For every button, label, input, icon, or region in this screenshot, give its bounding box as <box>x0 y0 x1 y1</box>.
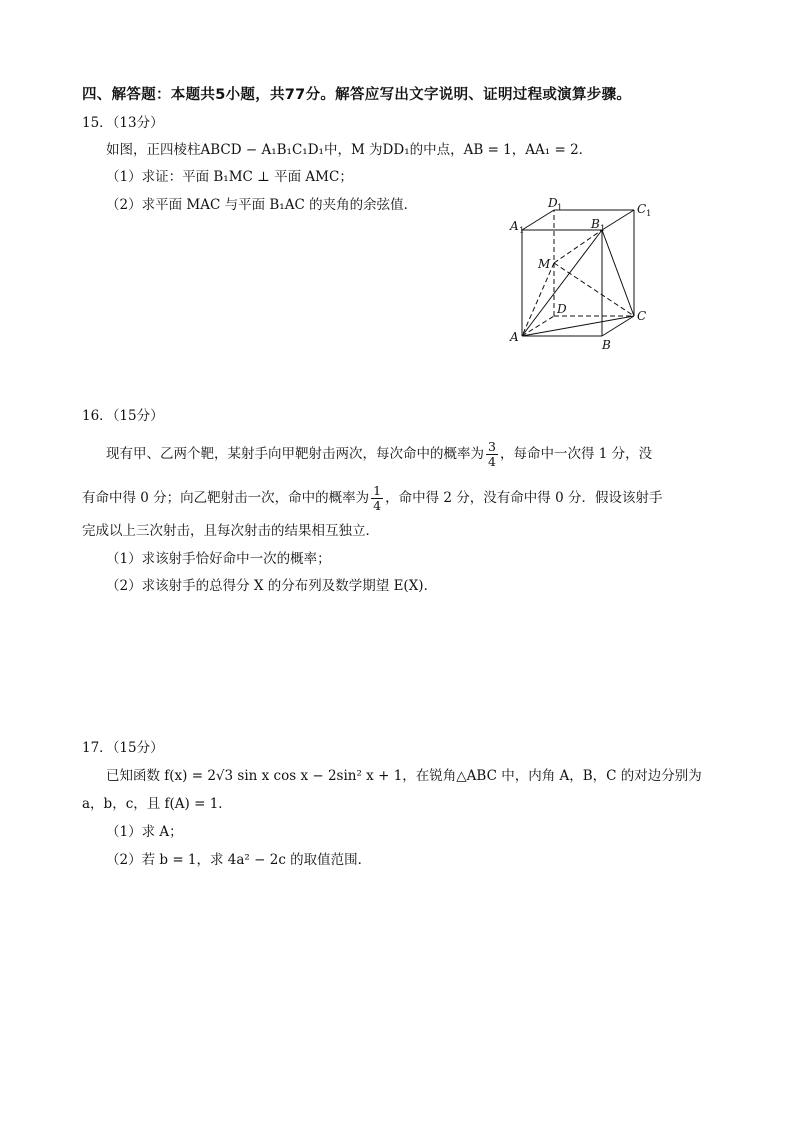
fraction-one-quarter: $\frac{1}{4}$ <box>373 483 382 513</box>
label-A: A <box>510 330 519 344</box>
q16-number: 16．（15分） <box>82 408 164 424</box>
label-A1: A <box>510 219 519 233</box>
q16-line3: 完成以上三次射击，且每次射击的结果相互独立． <box>82 523 379 539</box>
label-B1: B <box>591 217 600 231</box>
svg-text:1: 1 <box>557 203 563 213</box>
q17-part1: （1）求 A； <box>106 824 183 840</box>
q16-line2: 有命中得 0 分；向乙靶射击一次，命中的概率为 $\frac{1}{4}$ ，命中得 2 分，没有命中得 0 分．假设该射手 <box>82 483 663 513</box>
q17-number: 17．（15分） <box>82 740 164 756</box>
label-D: D <box>557 302 567 316</box>
edge-D1-A1 <box>522 210 554 230</box>
fraction-three-quarters: $\frac{3}{4}$ <box>488 439 496 469</box>
label-M: M <box>538 257 551 271</box>
label-C: C <box>637 309 647 323</box>
svg-text:1: 1 <box>519 226 525 236</box>
edge-B1-C1 <box>602 210 634 230</box>
q16-part1: （1）求该射手恰好命中一次的概率； <box>106 551 331 567</box>
q17-line1: 已知函数 f(x) = 2√3 sin x cos x − 2sin² x + 1，在锐角△ABC 中，内角 A，B，C 的对边分别为 <box>106 768 702 784</box>
q15-stem: 如图，正四棱柱ABCD − A₁B₁C₁D₁中，M 为DD₁的中点，AB = 1，AA₁ = 2． <box>106 142 593 158</box>
q17-part2: （2）若 b = 1，求 4a² − 2c 的取值范围． <box>106 852 372 868</box>
q15-prism-figure <box>500 195 670 355</box>
svg-text:1: 1 <box>646 209 652 219</box>
svg-text:1: 1 <box>600 224 606 234</box>
label-C1: C <box>637 202 647 216</box>
q16-part2: （2）求该射手的总得分 X 的分布列及数学期望 E(X)． <box>106 578 438 594</box>
segment-B1-C <box>602 230 634 316</box>
q15-number: 15．（13分） <box>82 115 164 131</box>
q16-line1: 现有甲、乙两个靶，某射手向甲靶射击两次，每次命中的概率为 $\frac{3}{4}$ ，每命中一次得 1 分，没 <box>106 439 653 469</box>
label-B: B <box>602 338 611 352</box>
section-heading: 四、解答题：本题共5小题，共77分。解答应写出文字说明、证明过程或演算步骤。 <box>82 87 632 103</box>
segment-A-B1 <box>522 230 602 336</box>
q15-part1: （1）求证：平面 B₁MC ⊥ 平面 AMC； <box>106 169 353 185</box>
label-D1: D <box>548 196 558 210</box>
segment-M-B1 <box>554 230 602 263</box>
q15-part2: （2）求平面 MAC 与平面 B₁AC 的夹角的余弦值． <box>106 197 418 213</box>
q17-line2: a，b，c，且 f(A) = 1． <box>82 796 232 812</box>
